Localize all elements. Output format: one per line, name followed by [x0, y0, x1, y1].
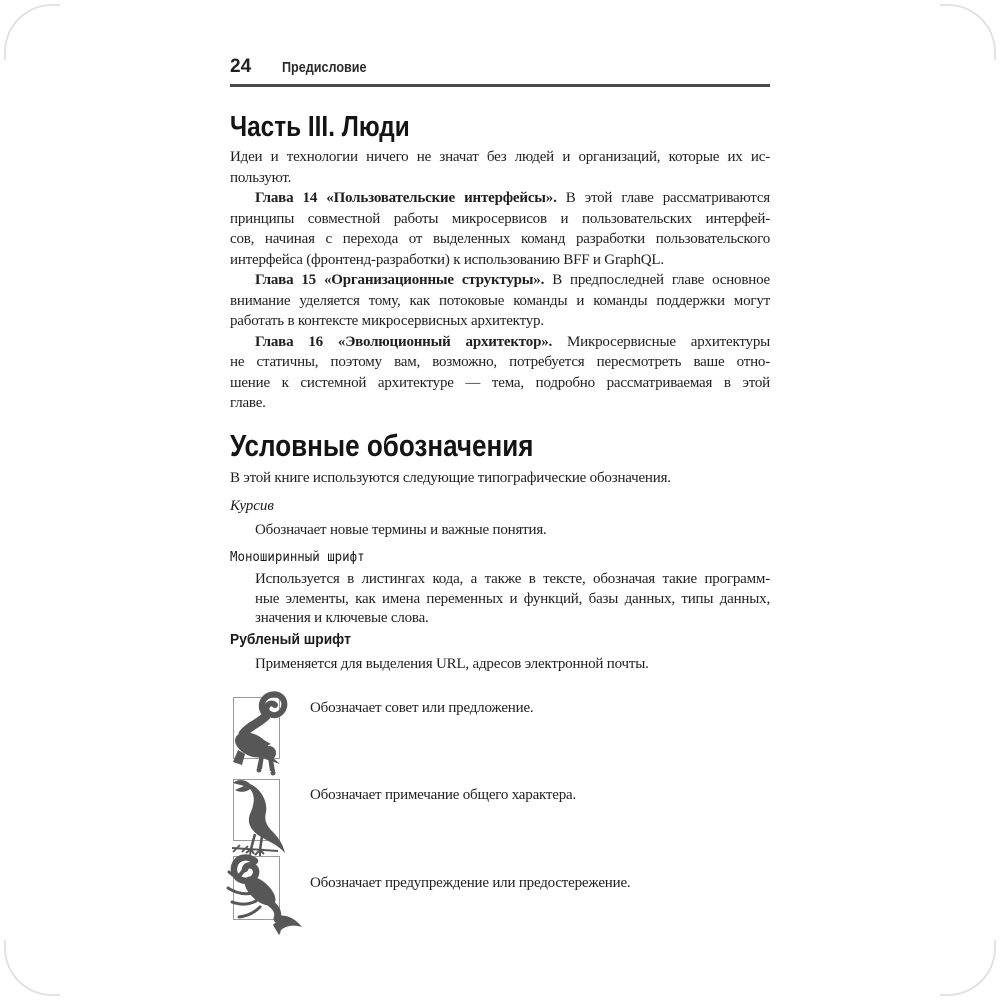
warning-icon-box — [233, 856, 280, 920]
page-number: 24 — [230, 56, 252, 77]
body-line: Глава 15 «Организационные структуры». В предпоследней главе основное — [255, 272, 771, 288]
def-line: Применяется для выделения URL, адресов электронной почты. — [255, 656, 649, 672]
body-line: интерфейса (фронтенд-разработки) к использованию BFF и GraphQL. — [230, 251, 664, 268]
part-heading: Часть III. Люди — [230, 111, 410, 143]
def-line: Используется в листингах кода, а также в тексте, обозначая такие программ- — [255, 571, 770, 587]
conventions-intro: В этой книге используются следующие типографические обозначения. — [230, 470, 671, 486]
def-monospace — [255, 570, 770, 629]
body-line: не статичны, поэтому вам, возможно, потребуется пересмотреть ваше отно- — [230, 354, 770, 370]
body-line: внимание уделяется тому, как потоковые команды и команды поддержки могут — [230, 292, 770, 309]
body-line: работать в контексте микросервисных архитектур. — [230, 313, 544, 329]
header-rule — [230, 84, 770, 87]
page-header — [230, 56, 770, 80]
body-line: сов, начиная с перехода от выделенных команд разработки пользовательского — [230, 231, 770, 247]
tip-icon-box — [233, 697, 280, 759]
term-sans: Рубленый шрифт — [230, 631, 351, 648]
conventions-heading: Условные обозначения — [230, 428, 534, 463]
def-italic — [255, 521, 770, 541]
warning-note-text: Обозначает предупреждение или предостережение. — [310, 875, 631, 891]
body-line: пользуют. — [230, 169, 292, 186]
running-title: Предисловие — [282, 59, 367, 76]
lemur-icon — [222, 688, 292, 780]
body-line: Идеи и технологии ничего не значат без людей и организаций, которые их ис- — [230, 149, 770, 165]
def-sans — [255, 655, 770, 675]
tip-note-text: Обозначает совет или предложение. — [310, 700, 534, 716]
note-icon-box — [233, 779, 280, 841]
body-line: Глава 14 «Пользовательские интерфейсы». В этой главе рассматриваются — [255, 190, 770, 206]
body-line: главе. — [230, 395, 266, 411]
term-monospace: Моноширинный шрифт — [230, 549, 365, 565]
def-line: ные элементы, как имена переменных и функций, базы данных, типы данных, — [255, 590, 770, 607]
body-paragraphs — [230, 147, 770, 414]
def-line: Обозначает новые термины и важные понятия. — [255, 522, 547, 538]
body-line: шение к системной архитектуре — тема, подробно рассматриваемая в этой — [230, 374, 770, 391]
general-note-text: Обозначает примечание общего характера. — [310, 787, 577, 803]
def-line: значения и ключевые слова. — [255, 610, 429, 626]
term-italic: Курсив — [230, 498, 274, 514]
body-line: принципы совместной работы микросервисов и пользовательских интерфей- — [230, 210, 770, 227]
body-line: Глава 16 «Эволюционный архитектор». Микросервисные архитектуры — [255, 333, 770, 350]
scorpion-icon — [222, 849, 308, 945]
